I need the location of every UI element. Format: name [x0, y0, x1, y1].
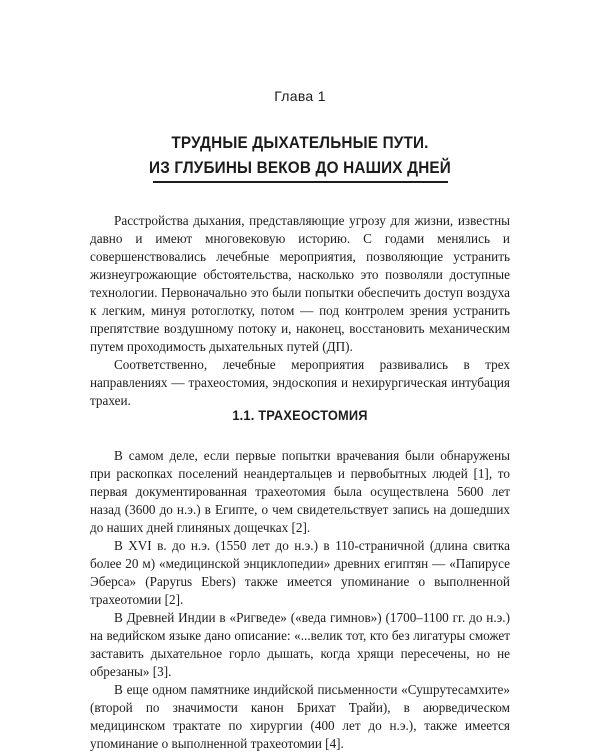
intro-text-block	[90, 212, 510, 410]
section-paragraph-3: В Древней Индии в «Ригведе» («веда гимнов») (1700–1100 гг. до н.э.) на ведийском языке дано описание: «...велик тот, кто без лигатуры сможет заставить дыхательное горло дышать, когда хрящи пересечены, но не обрезаны» [3].	[90, 610, 510, 679]
section-paragraph-1: В самом деле, если первые попытки врачевания были обнаружены при раскопках поселений неандертальцев и первобытных людей [1], то первая документированная трахеотомия была осуществлена 5600 лет назад (3600 до н.э.) в Египте, о чем свидетельствует запись на дошедших до наших дней глиняных дощечках [2].	[90, 448, 510, 535]
chapter-title-line-2: ИЗ ГЛУБИНЫ ВЕКОВ ДО НАШИХ ДНЕЙ	[149, 158, 451, 177]
title-underline-divider	[153, 181, 448, 183]
chapter-title	[30, 130, 570, 180]
section-text-block	[90, 447, 510, 753]
intro-paragraph-1: Расстройства дыхания, представляющие угрозу для жизни, известны давно и имеют многовековую историю. С годами менялись и совершенствовались лечебные мероприятия, позволяющие устранить жизнеугрожающие обстоятельства, насколько это позволяли доступные технологии. Первоначально это были попытки обеспечить доступ воздуха к легким, минуя ротоглотку, потом — под контролем зрения устранить препятствие воздушному потоку и, наконец, восстановить механическим путем проходимость дыхательных путей (ДП).	[90, 213, 510, 354]
chapter-label: Глава 1	[274, 88, 326, 104]
section-heading: 1.1. ТРАХЕОСТОМИЯ	[232, 408, 368, 423]
section-paragraph-4: В еще одном памятнике индийской письменности «Сушрутесамхите» (второй по значимости канон Брихат Трайи), в аюрведическом медицинском трактате по хирургии (400 лет до н.э.), также имеется упоминание о выполненной трахеотомии [4].	[90, 682, 510, 751]
chapter-title-line-1: ТРУДНЫЕ ДЫХАТЕЛЬНЫЕ ПУТИ.	[171, 133, 429, 152]
section-paragraph-2: В XVI в. до н.э. (1550 лет до н.э.) в 110-страничной (длина свитка более 20 м) «медицинской энциклопедии» древних египтян — «Папирусе Эберса» (Papyrus Ebers) также имеется упоминание о выполненной трахеотомии [2].	[90, 538, 510, 607]
intro-paragraph-2: Соответственно, лечебные мероприятия развивались в трех направлениях — трахеостомия, эндоскопия и нехирургическая интубация трахеи.	[90, 357, 510, 408]
